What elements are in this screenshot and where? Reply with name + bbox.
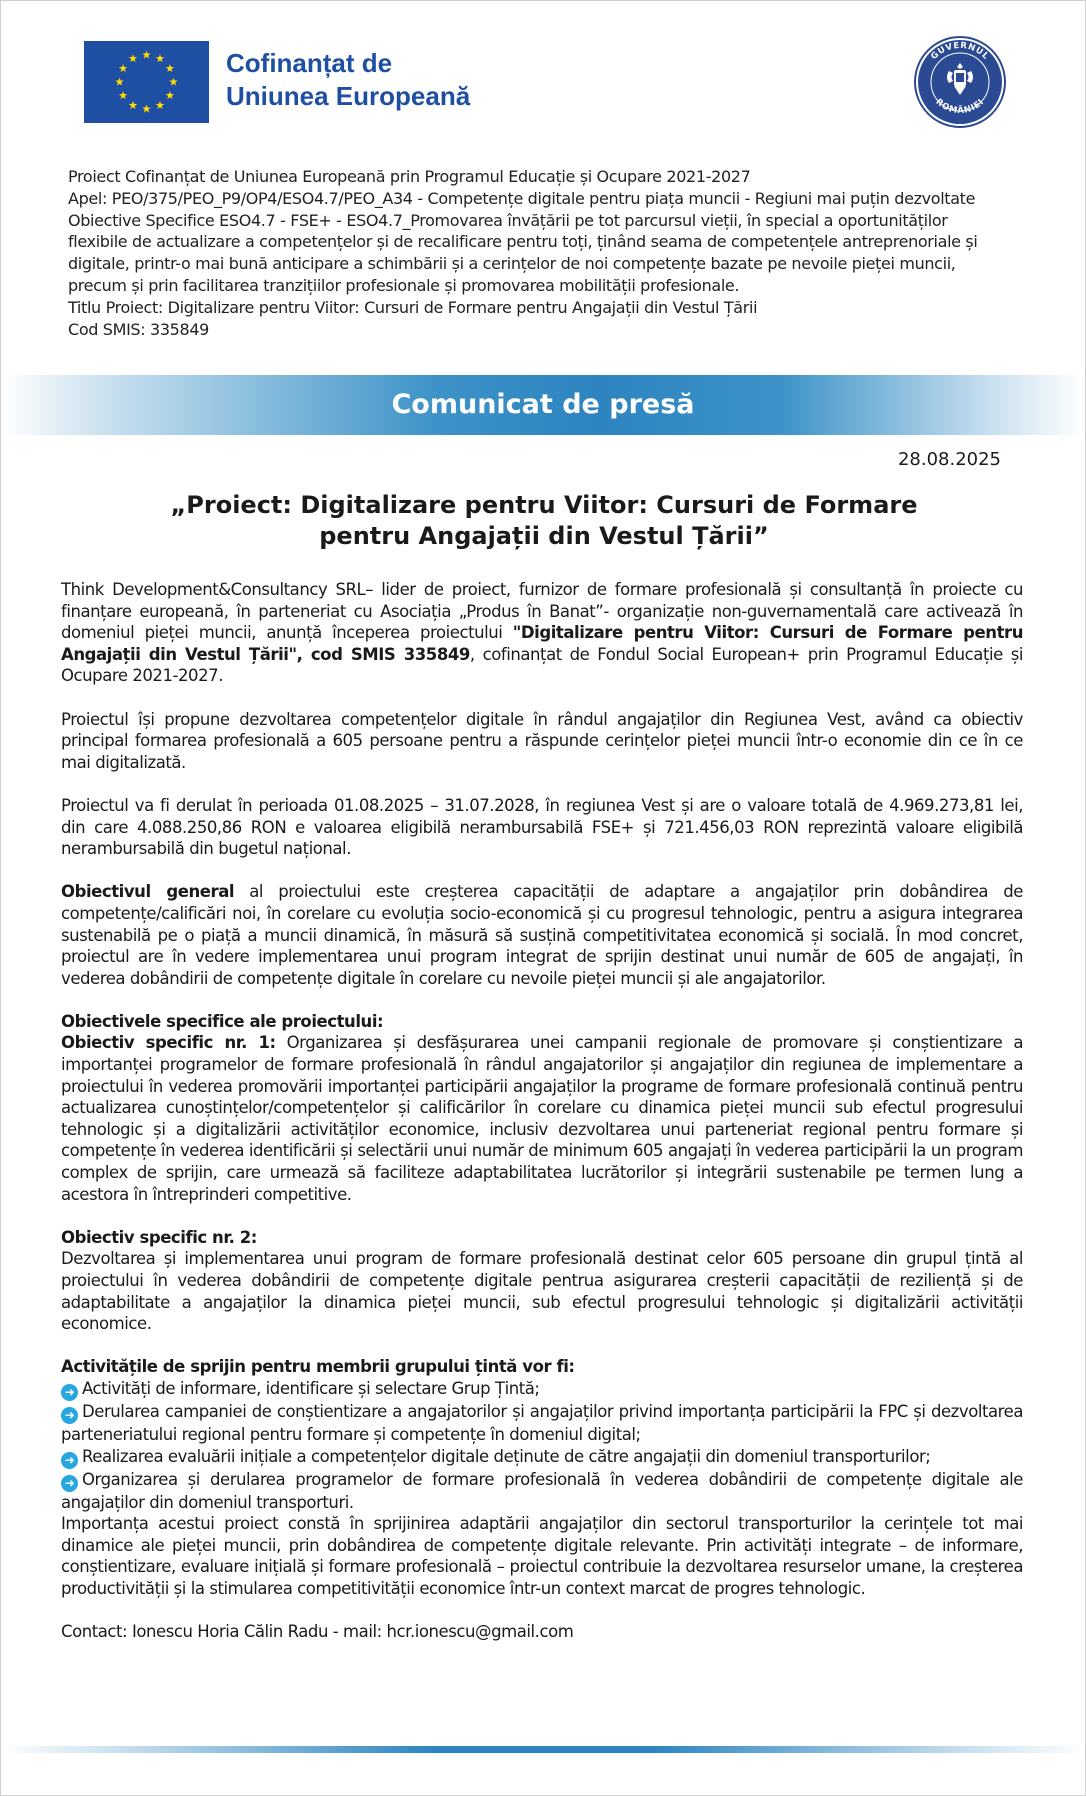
- specific-objective-2-text: Dezvoltarea și implementarea unui program de formare profesională destinat celor 605 persoane din grupul țintă al proiectului în vederea dobândirii de competențe digitale pentrua asigurarea creșterii capacității de reziliență și de adaptabilitate a angajaților la dinamica pieței muncii, sub efectul progresului tehnologic și digitalizării activității economice.: [61, 1249, 1023, 1334]
- eu-flag-logo: [84, 41, 209, 123]
- press-release-body: [61, 579, 1023, 1643]
- svg-text:GUVERNUL: GUVERNUL: [929, 40, 991, 62]
- arrow-right-icon: ➜: [61, 1407, 78, 1424]
- eu-star-icon: [142, 105, 150, 113]
- general-objective-paragraph: [61, 881, 1023, 989]
- list-item: ➜ Activități de informare, identificare și selectare Grup Țintă;: [61, 1378, 1023, 1401]
- eu-star-icon: [166, 91, 174, 99]
- eu-title-line2: Uniunea Europeană: [226, 81, 471, 111]
- government-seal-logo: [913, 35, 1007, 129]
- activities-heading: Activitățile de sprijin pentru membrii grupului țintă vor fi:: [61, 1357, 575, 1377]
- project-info-line: precum și prin facilitarea tranzițiilor profesionale și promovarea mobilității profesionale.: [68, 275, 740, 295]
- list-item: ➜ Organizarea și derularea programelor de formare profesională în vederea dobândirii de competențe digitale ale angajaților din domeniul transporturi.: [61, 1469, 1023, 1512]
- specific-objective-1-label: Obiectiv specific nr. 1:: [61, 1033, 276, 1053]
- project-info-line: Proiect Cofinanțat de Uniunea Europeană prin Programul Educație și Ocupare 2021-2027: [68, 167, 751, 186]
- project-info-line: Obiective Specifice ESO4.7 - FSE+ - ESO4.7_Promovarea învățării pe tot parcursul vieții, în special a oportunităților: [68, 210, 948, 230]
- press-release-banner: [1, 375, 1085, 435]
- headline: [101, 490, 987, 552]
- eu-stars-icon: [84, 41, 209, 123]
- eu-star-icon: [156, 101, 164, 109]
- contact-line: Contact: Ionescu Horia Călin Radu - mail: hcr.ionescu@gmail.com: [61, 1622, 574, 1642]
- eu-star-icon: [166, 64, 174, 72]
- specific-objective-2-label: Obiectiv specific nr. 2:: [61, 1227, 257, 1247]
- project-info-line: flexibile de actualizare a competențelor și de recalificare pentru toți, ținând seama de competențele antreprenoriale și: [68, 232, 978, 252]
- project-info-line: Apel: PEO/375/PEO_P9/OP4/ESO4.7/PEO_A34 - Competențe digitale pentru piața muncii - Regiuni mai puțin dezvoltate: [68, 188, 976, 208]
- footer-divider: [1, 1746, 1085, 1753]
- arrow-right-icon: ➜: [61, 1452, 78, 1469]
- release-date: 28.08.2025: [897, 449, 1001, 470]
- list-item: ➜ Derularea campaniei de conștientizare a angajatorilor și angajaților privind importanța participării la FPC și dezvoltarea parteneriatului regional pentru formare și competențe în domeniul digital;: [61, 1401, 1023, 1444]
- specific-objectives-heading: Obiectivele specifice ale proiectului:: [61, 1011, 384, 1031]
- eu-star-icon: [129, 54, 137, 62]
- headline-line1: „Proiect: Digitalizare pentru Viitor: Cursuri de Formare: [170, 491, 918, 519]
- svg-text:ROMÂNIEI: ROMÂNIEI: [933, 97, 987, 117]
- headline-line2: pentru Angajații din Vestul Țării”: [319, 522, 769, 550]
- project-info-line: Titlu Proiect: Digitalizare pentru Viitor: Cursuri de Formare pentru Angajații din Vestul Țării: [68, 297, 758, 317]
- eu-star-icon: [169, 78, 177, 86]
- importance-paragraph: Importanța acestui proiect constă în sprijinirea adaptării angajaților din sectorul transporturilor la cerințele tot mai dinamice ale pieței muncii, prin dobândirea de competențe digitale relevante. Prin activități integrate – de informare, conștientizare, evaluare inițială și formare profesională – proiectul contribuie la dezvoltarea resurselor umane, la creșterea productivității și la stimularea competitivității economice într-un context marcat de progres tehnologic.: [61, 1514, 1023, 1598]
- eu-title-line1: Cofinanțat de: [226, 48, 393, 78]
- general-objective-label: Obiectivul general: [61, 882, 235, 902]
- specific-objective-1: [61, 1032, 1023, 1205]
- eu-star-icon: [129, 101, 137, 109]
- project-info-block: [68, 166, 1033, 340]
- objective-paragraph: Proiectul își propune dezvoltarea competențelor digitale în rândul angajaților din Regiunea Vest, având ca obiectiv principal formarea profesională a 605 persoane pentru a răspunde cerințelor pieței muncii într-o economie din ce în ce mai digitalizată.: [61, 709, 1023, 772]
- general-objective-text: al proiectului este creșterea capacității de adaptare a angajaților prin dobândirea de competențe/calificări noi, în corelare cu evoluția socio-economică și cu progresul tehnologic, pentru a asigura integrarea sustenabilă pe o piață a muncii dinamică, în măsură să susțină competitivitatea economică și socială. În mod concret, proiectul are în vedere implementarea unui program integrat de sprijin destinat unui număr de 605 de angajați, în vederea dobândirii de competențe digitale în corelare cu nevoile pieței muncii și ale angajatorilor.: [61, 882, 1023, 988]
- intro-paragraph: [61, 579, 1023, 687]
- arrow-right-icon: ➜: [61, 1475, 78, 1492]
- eu-star-icon: [119, 64, 127, 72]
- intro-text: Think Development&Consultancy SRL– lider de proiect, furnizor de formare profesională și consultanță în proiecte cu finanțare europeană, în parteneriat cu Asociația „Produs în Banat”- organizație non-guvernamentală care activează în domeniul pieței muncii, anunță începerea proiectului: [61, 580, 1023, 643]
- period-budget-paragraph: Proiectul va fi derulat în perioada 01.08.2025 – 31.07.2028, în regiunea Vest și are o valoare totală de 4.969.273,81 lei, din care 4.088.250,86 RON e valoarea eligibilă nerambursabilă FSE+ și 721.456,03 RON reprezintă valoare eligibilă nerambursabilă din bugetul național.: [61, 795, 1023, 859]
- project-info-line: Cod SMIS: 335849: [68, 319, 209, 339]
- eu-star-icon: [156, 54, 164, 62]
- intro-project-name: "Digitalizare pentru Viitor: Cursuri de Formare pentru Angajații din Vestul Țării", cod SMIS 335849: [61, 623, 1024, 664]
- list-item: ➜ Realizarea evaluării inițiale a competențelor digitale deținute de către angajații din domeniul transporturilor;: [61, 1446, 1023, 1469]
- project-info-line: digitale, printr-o mai bună anticipare a schimbării și a cerințelor de noi competențe bazate pe nevoile pieței muncii,: [68, 254, 956, 274]
- eu-star-icon: [115, 78, 123, 86]
- intro-tail: , cofinanțat de Fondul Social European+ prin Programul Educație și Ocupare 2021-2027.: [61, 644, 1023, 686]
- arrow-right-icon: ➜: [61, 1384, 78, 1401]
- eu-star-icon: [142, 51, 150, 59]
- specific-objective-1-text: Organizarea și desfășurarea unei campanii regionale de promovare și conștientizare a importanței programelor de formare profesională în rândul angajatorilor și angajaților din regiunea de implementare a proiectului în vederea promovării importanței participării angajaților la programe de formare profesională continuă pentru actualizarea cunoștințelor/competențelor și calificărilor în corelare cu dinamica pieței muncii sub efectul progresului tehnologic și a digitalizării activităților economice, inclusiv dezvoltarea unui parteneriat regional pentru formare și competențe în vederea identificării și selectării unui număr de minimum 605 angajați în vederea participării la un program complex de sprijin, care urmează să faciliteze adaptabilitatea lucrătorilor și integrării sustenabile pe termen lung a acestora în întreprinderi competitive.: [61, 1033, 1023, 1204]
- banner-title: Comunicat de presă: [391, 389, 695, 420]
- activities-list: [61, 1378, 1023, 1513]
- eu-cofinancing-title: [226, 47, 470, 113]
- eu-star-icon: [119, 91, 127, 99]
